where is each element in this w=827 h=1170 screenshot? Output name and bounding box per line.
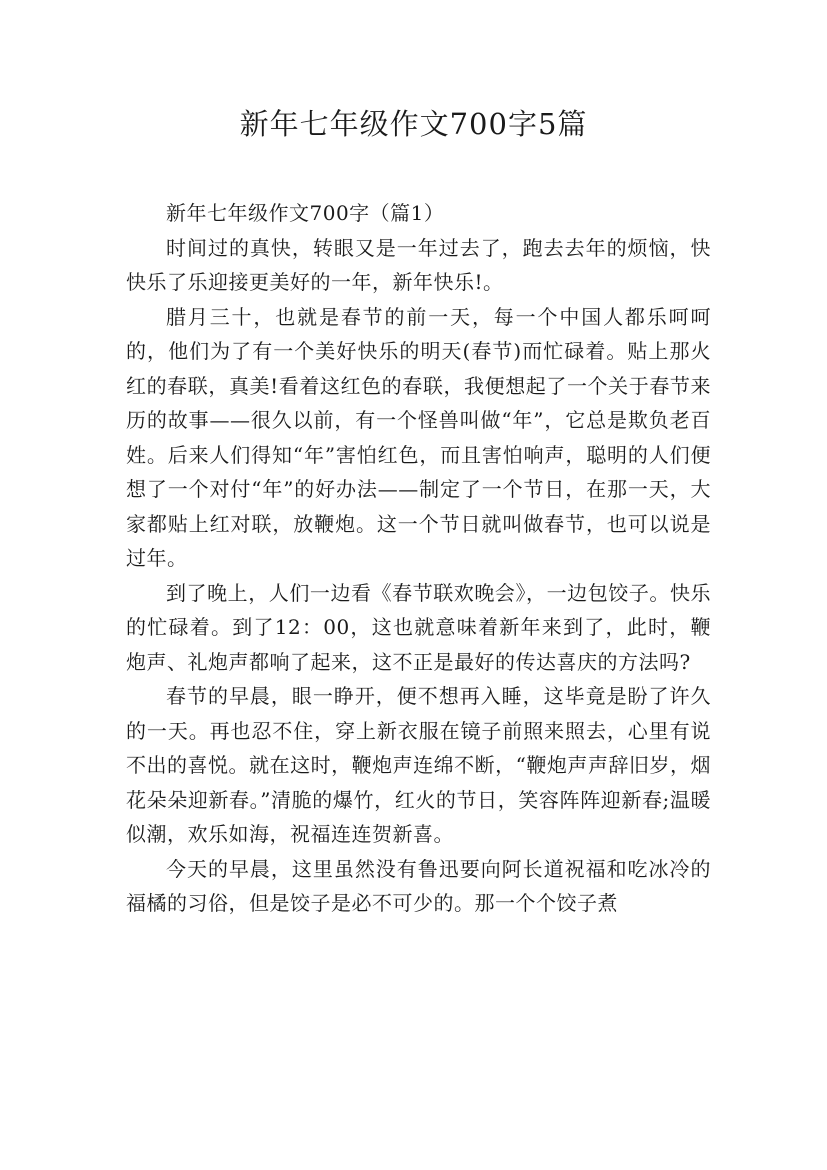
document-body — [126, 196, 711, 921]
paragraph-4: 春节的早晨，眼一睁开，便不想再入睡，这毕竟是盼了许久的一天。再也忍不住，穿上新衣服在镜子前照来照去，心里有说不出的喜悦。就在这时，鞭炮声连绵不断，“鞭炮声声辞旧岁，烟花朵朵迎新春。”清脆的爆竹，红火的节日，笑容阵阵迎新春;温暖似潮，欢乐如海，祝福连连贺新喜。 — [126, 684, 711, 846]
document-title: 新年七年级作文700字5篇 — [239, 107, 588, 141]
paragraph-2: 腊月三十，也就是春节的前一天，每一个中国人都乐呵呵的，他们为了有一个美好快乐的明天(春节)而忙碌着。贴上那火红的春联，真美!看着这红色的春联，我便想起了一个关于春节来历的故事——很久以前，有一个怪兽叫做“年”，它总是欺负老百姓。后来人们得知“年”害怕红色，而且害怕响声，聪明的人们便想了一个对付“年”的好办法——制定了一个节日，在那一天，大家都贴上红对联，放鞭炮。这一个节日就叫做春节，也可以说是过年。 — [126, 304, 711, 570]
paragraph-5: 今天的早晨，这里虽然没有鲁迅要向阿长道祝福和吃冰冷的福橘的习俗，但是饺子是必不可少的。那一个个饺子煮 — [126, 856, 711, 915]
section-heading: 新年七年级作文700字（篇1） — [166, 201, 445, 225]
paragraph-1: 时间过的真快，转眼又是一年过去了，跑去去年的烦恼，快快乐了乐迎接更美好的一年，新年快乐!。 — [126, 235, 711, 294]
paragraph-3: 到了晚上，人们一边看《春节联欢晚会》，一边包饺子。快乐的忙碌着。到了12：00，这也就意味着新年来到了，此时，鞭炮声、礼炮声都响了起来，这不正是最好的传达喜庆的方法吗? — [126, 580, 711, 674]
